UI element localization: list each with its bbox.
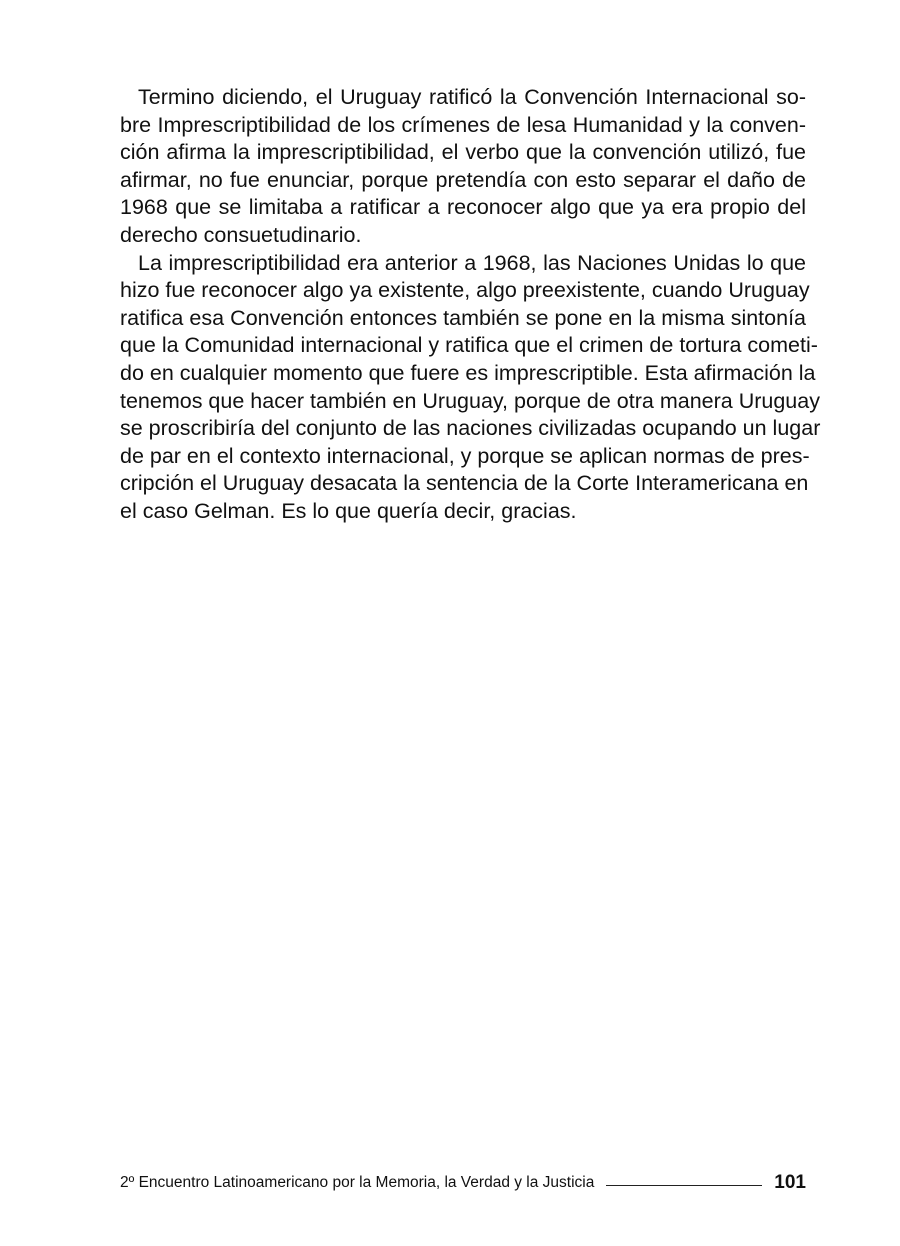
- paragraph-2-line-8: de par en el contexto internacional, y porque se aplican normas de pres-: [120, 443, 810, 468]
- page-footer: [120, 1170, 806, 1196]
- paragraph-1-line-3: ción afirma la imprescriptibilidad, el verbo que la convención utilizó, fue: [120, 140, 806, 165]
- paragraph-2-line-9: cripción el Uruguay desacata la sentencia de la Corte Interamericana en: [120, 471, 809, 496]
- body-text: [120, 84, 821, 526]
- running-title: 2º Encuentro Latinoamericano por la Memoria, la Verdad y la Justicia: [120, 1174, 595, 1191]
- footer-rule: [606, 1185, 762, 1186]
- paragraph-2-line-10: el caso Gelman. Es lo que quería decir, gracias.: [120, 498, 577, 523]
- paragraph-1-line-5: 1968 que se limitaba a ratificar a reconocer algo que ya era propio del: [120, 195, 806, 220]
- paragraph-2-line-6: tenemos que hacer también en Uruguay, porque de otra manera Uruguay: [120, 388, 820, 413]
- paragraph-1-line-1: Termino diciendo, el Uruguay ratificó la Convención Internacional so-: [138, 85, 806, 109]
- paragraph-1-line-2: bre Imprescriptibilidad de los crímenes de lesa Humanidad y la conven-: [120, 112, 806, 137]
- paragraph-2-line-2: hizo fue reconocer algo ya existente, algo preexistente, cuando Uruguay: [120, 278, 810, 303]
- page-number: 101: [774, 1172, 806, 1193]
- paragraph-2-line-5: do en cualquier momento que fuere es imprescriptible. Esta afirmación la: [120, 360, 816, 385]
- paragraph-2-line-4: que la Comunidad internacional y ratifica que el crimen de tortura cometi-: [120, 333, 818, 358]
- paragraph-1-line-4: afirmar, no fue enunciar, porque pretendía con esto separar el daño de: [120, 167, 806, 192]
- paragraph-2-line-1: La imprescriptibilidad era anterior a 1968, las Naciones Unidas lo que: [138, 250, 806, 275]
- paragraph-1-line-6: derecho consuetudinario.: [120, 222, 362, 247]
- paragraph-2-line-3: ratifica esa Convención entonces también se pone en la misma sintonía: [120, 305, 806, 330]
- paragraph-2-line-7: se proscribiría del conjunto de las naciones civilizadas ocupando un lugar: [120, 416, 821, 441]
